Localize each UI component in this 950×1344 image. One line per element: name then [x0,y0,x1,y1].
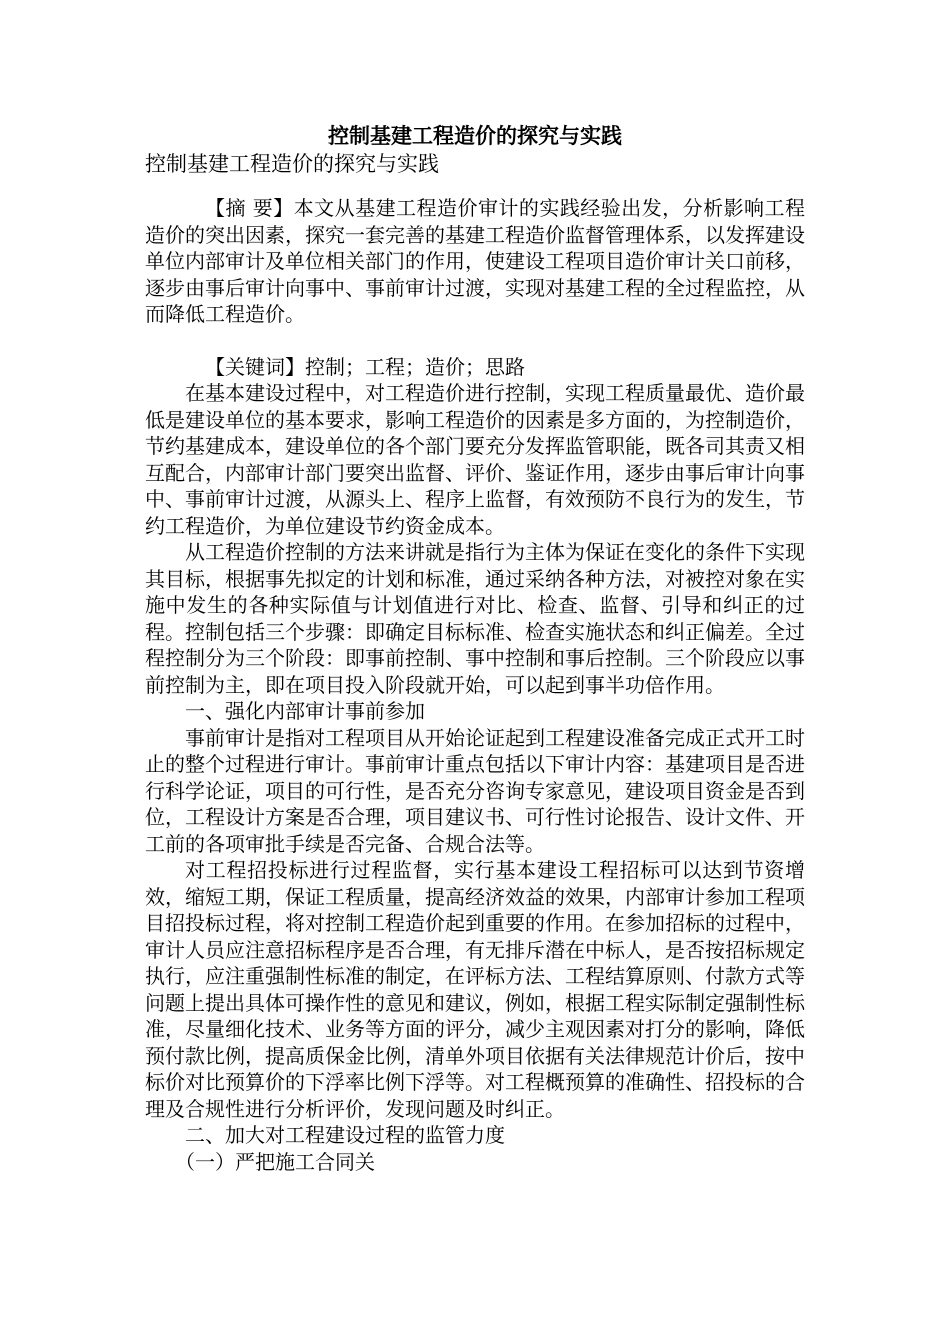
document-title: 控制基建工程造价的探究与实践 [328,123,622,148]
subsection-heading-1: （一）严把施工合同关 [175,1149,375,1174]
section-heading-1: 一、强化内部审计事前参加 [185,699,425,723]
body-paragraph: 对工程招投标进行过程监督，实行基本建设工程招标可以达到节资增效，缩短工期，保证工程质量，提高经济效益的效果，内部审计参加工程项目招投标过程，将对控制工程造价起到重要的作用。在参加招标的过程中，审计人员应注意招标程序是否合理，有无排斥潜在中标人，是否按招标规定执行，应注重强制性标准的制定，在评标方法、工程结算原则、付款方式等问题上提出具体可操作性的意见和建议，例如，根据工程实际制定强制性标准，尽量细化技术、业务等方面的评分，减少主观因素对打分的影响，降低预付款比例，提高质保金比例，清单外项目依据有关法律规范计价后，按中标价对比预算价的下浮率比例下浮等。对工程概预算的准确性、招投标的合理及合规性进行分析评价，发现问题及时纠正。 [145,858,805,1121]
section-heading-2: 二、加大对工程建设过程的监管力度 [185,1123,505,1147]
abstract-paragraph: 【摘 要】本文从基建工程造价审计的实践经验出发，分析影响工程造价的突出因素，探究一套完善的基建工程造价监督管理体系，以发挥建设单位内部审计及单位相关部门的作用，使建设工程项目造价审计关口前移，逐步由事后审计向事中、事前审计过渡，实现对基建工程的全过程监控，从而降低工程造价。 [145,196,805,326]
document-subtitle: 控制基建工程造价的探究与实践 [145,152,439,176]
keywords-paragraph: 【关键词】控制；工程；造价；思路 [205,354,525,379]
body-paragraph: 事前审计是指对工程项目从开始论证起到工程建设准备完成正式开工时止的整个过程进行审计。事前审计重点包括以下审计内容：基建项目是否进行科学论证，项目的可行性，是否充分咨询专家意见，建设项目资金是否到位，工程设计方案是否合理，项目建议书、可行性讨论报告、设计文件、开工前的各项审批手续是否完备、合规合法等。 [145,725,805,856]
body-paragraph: 从工程造价控制的方法来讲就是指行为主体为保证在变化的条件下实现其目标，根据事先拟定的计划和标准，通过采纳各种方法，对被控对象在实施中发生的各种实际值与计划值进行对比、检查、监督、引导和纠正的过程。控制包括三个步骤：即确定目标标准、检查实施状态和纠正偏差。全过程控制分为三个阶段：即事前控制、事中控制和事后控制。三个阶段应以事前控制为主，即在项目投入阶段就开始，可以起到事半功倍作用。 [145,540,805,697]
body-paragraph: 在基本建设过程中，对工程造价进行控制，实现工程质量最优、造价最低是建设单位的基本要求，影响工程造价的因素是多方面的，为控制造价，节约基建成本，建设单位的各个部门要充分发挥监管职能，既各司其责又相互配合，内部审计部门要突出监督、评价、鉴证作用，逐步由事后审计向事中、事前审计过渡，从源头上、程序上监督，有效预防不良行为的发生，节约工程造价，为单位建设节约资金成本。 [145,381,805,538]
document-body [145,195,805,1175]
